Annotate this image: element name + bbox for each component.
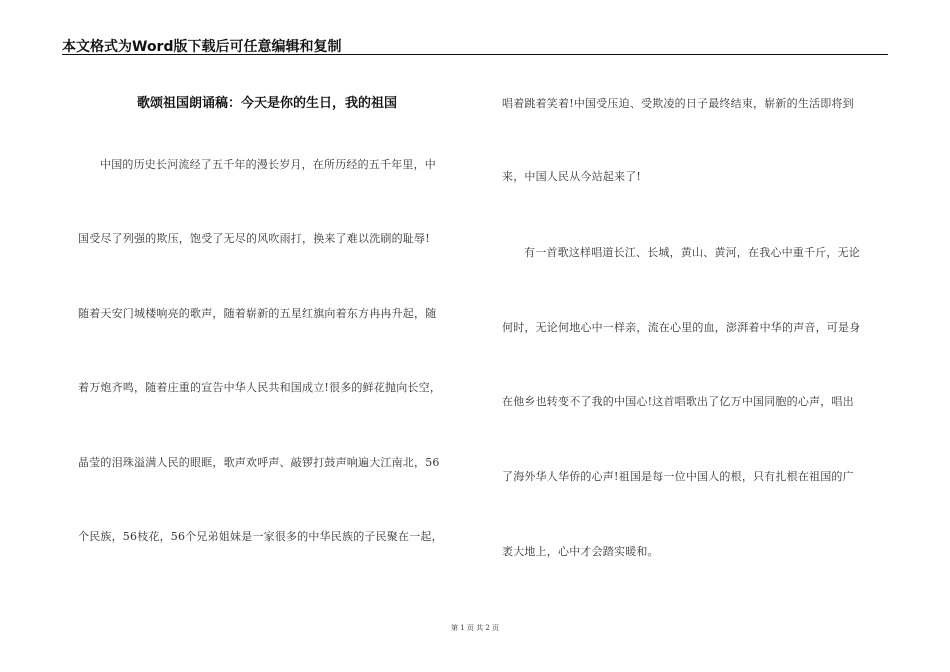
document-title: 歌颂祖国朗诵稿：今天是你的生日，我的祖国 [136, 96, 397, 111]
watermark-header: 本文格式为Word版下载后可任意编辑和复制 [62, 39, 342, 55]
right-paragraph-line: 了海外华人华侨的心声!祖国是每一位中国人的根，只有扎根在祖国的广 [502, 470, 854, 483]
left-paragraph-line: 随着天安门城楼响亮的歌声，随着崭新的五星红旗向着东方冉冉升起，随 [78, 307, 437, 320]
right-paragraph-line: 何时，无论何地心中一样亲，流在心里的血，澎湃着中华的声音，可是身 [502, 321, 861, 334]
left-paragraph-line: 晶莹的泪珠溢满人民的眼眶，歌声欢呼声、敲锣打鼓声响遍大江南北，56 [78, 456, 440, 469]
right-paragraph-line: 来，中国人民从今站起来了! [502, 170, 642, 183]
right-paragraph-line: 袤大地上，心中才会踏实暖和。 [502, 545, 659, 558]
right-paragraph-line: 有一首歌这样唱道长江、长城，黄山、黄河，在我心中重千斤，无论 [524, 246, 860, 259]
left-paragraph-line: 着万炮齐鸣，随着庄重的宣告中华人民共和国成立!很多的鲜花抛向长空， [78, 381, 442, 394]
header-divider [62, 54, 888, 55]
right-paragraph-line: 在他乡也转变不了我的中国心!这首唱歌出了亿万中国同胞的心声，唱出 [502, 395, 854, 408]
left-paragraph-line: 个民族，56枝花，56个兄弟姐妹是一家很多的中华民族的子民聚在一起， [78, 530, 443, 543]
right-paragraph-line: 唱着跳着笑着!中国受压迫、受欺凌的日子最终结束，崭新的生活即将到 [502, 97, 854, 110]
page-number: 第 1 页 共 2 页 [450, 624, 500, 632]
left-paragraph-line: 中国的历史长河流经了五千年的漫长岁月，在所历经的五千年里，中 [100, 158, 436, 171]
left-paragraph-line: 国受尽了列强的欺压，饱受了无尽的风吹雨打，换来了难以洗刷的耻辱! [78, 232, 430, 245]
